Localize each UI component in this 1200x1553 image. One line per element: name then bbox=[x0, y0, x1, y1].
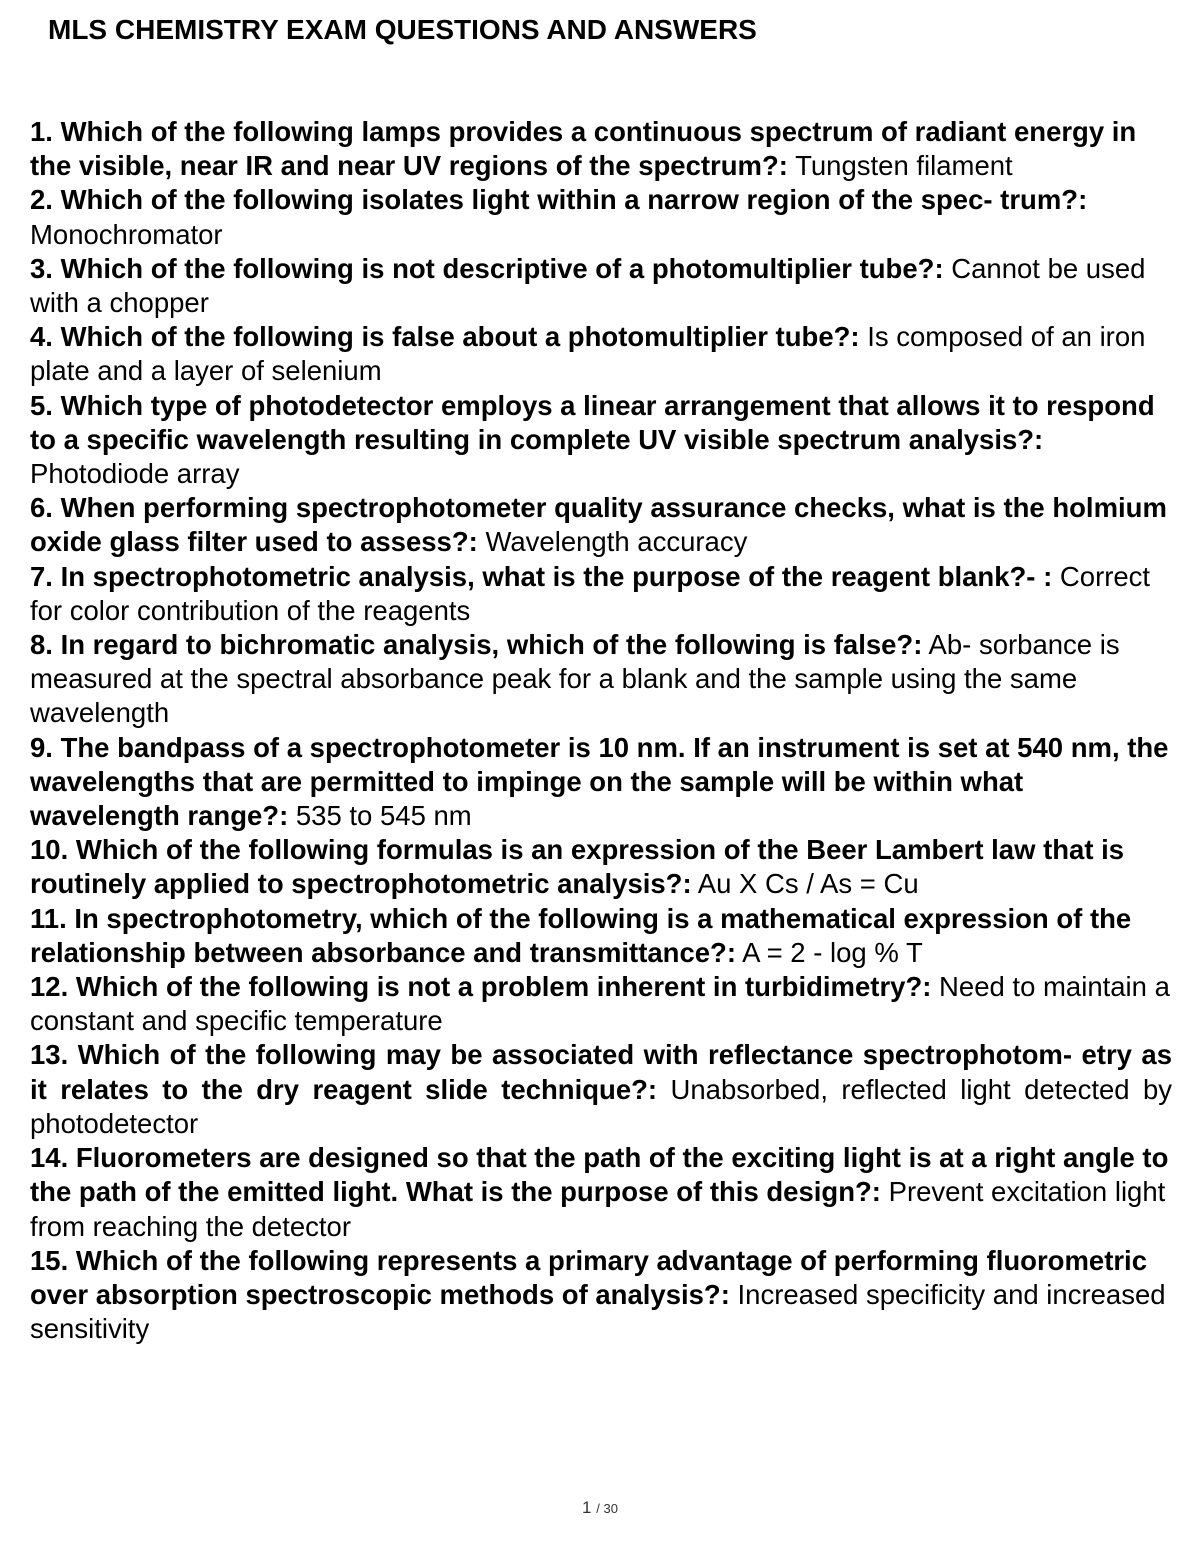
qa-item bbox=[30, 252, 1172, 320]
question-text: 13. Which of the following may be associated with reflectance spectrophotom- etry as it relates to the dry reagent slide technique?: bbox=[30, 1039, 1172, 1105]
total-pages: / 30 bbox=[596, 1501, 618, 1516]
question-text: 12. Which of the following is not a problem inherent in turbidimetry?: bbox=[30, 971, 932, 1003]
answer-text: Prevent excitation light from reaching the detector bbox=[30, 1176, 1166, 1242]
answer-text: Unabsorbed, reflected light detected by photodetector bbox=[30, 1073, 1173, 1139]
question-text: 6. When performing spectrophotometer quality assurance checks, what is the holmium oxide glass filter used to assess?: bbox=[30, 492, 1167, 558]
question-text: 4. Which of the following is false about a photomultiplier tube?: bbox=[30, 321, 860, 353]
qa-item bbox=[30, 970, 1172, 1038]
qa-item bbox=[30, 1244, 1172, 1347]
page-title: MLS CHEMISTRY EXAM QUESTIONS AND ANSWERS bbox=[48, 14, 757, 45]
answer-text: Need to maintain a constant and specific temperature bbox=[30, 971, 1170, 1037]
qa-item bbox=[30, 1038, 1172, 1141]
current-page-number: 1 bbox=[582, 1498, 592, 1517]
question-text: 5. Which type of photodetector employs a linear arrangement that allows it to respond to a specific wavelength resulting in complete UV visible spectrum analysis?: bbox=[30, 389, 1155, 455]
answer-text: Ab- sorbance is measured at the spectral absorbance peak for a blank and the sample using the same wavelength bbox=[30, 629, 1120, 729]
question-text: 14. Fluorometers are designed so that the path of the exciting light is at a right angle to the path of the emitted light. What is the purpose of this design?: bbox=[30, 1142, 1169, 1208]
question-text: 3. Which of the following is not descriptive of a photomultiplier tube?: bbox=[30, 252, 944, 284]
question-list bbox=[30, 115, 1172, 1346]
qa-item bbox=[30, 833, 1172, 901]
answer-text: Wavelength accuracy bbox=[485, 526, 748, 558]
question-text: 7. In spectrophotometric analysis, what is the purpose of the reagent blank?- : bbox=[30, 560, 1053, 592]
qa-item bbox=[30, 628, 1172, 731]
question-text: 11. In spectrophotometry, which of the following is a mathematical expression of the relationship between absorbance and transmittance?: bbox=[30, 902, 1132, 968]
qa-item bbox=[30, 1141, 1172, 1244]
answer-text: Au X Cs / As = Cu bbox=[697, 868, 919, 900]
answer-text: Monochromator bbox=[30, 218, 223, 250]
answer-text: Tungsten filament bbox=[795, 150, 1013, 182]
qa-item bbox=[30, 560, 1172, 628]
answer-text: A = 2 - log % T bbox=[742, 936, 923, 968]
question-text: 8. In regard to bichromatic analysis, which of the following is false?: bbox=[30, 629, 923, 661]
answer-text: Correct for color contribution of the reagents bbox=[30, 560, 1151, 626]
answer-text: Is composed of an iron plate and a layer of selenium bbox=[30, 321, 1146, 387]
qa-item bbox=[30, 183, 1172, 251]
answer-text: Photodiode array bbox=[30, 458, 240, 490]
question-text: 10. Which of the following formulas is an expression of the Beer Lambert law that is routinely applied to spectrophotometric analysis?: bbox=[30, 834, 1125, 900]
qa-item bbox=[30, 902, 1172, 970]
qa-item bbox=[30, 115, 1172, 183]
question-text: 2. Which of the following isolates light within a narrow region of the spec- trum?: bbox=[30, 184, 1088, 216]
question-text: 15. Which of the following represents a primary advantage of performing fluorometric over absorption spectroscopic methods of analysis?: bbox=[30, 1244, 1147, 1310]
qa-item bbox=[30, 389, 1172, 492]
answer-text: Cannot be used with a chopper bbox=[30, 252, 1146, 319]
qa-item bbox=[30, 731, 1172, 834]
qa-item bbox=[30, 320, 1172, 388]
qa-item bbox=[30, 491, 1172, 559]
question-text: 1. Which of the following lamps provides a continuous spectrum of radiant energy in the visible, near IR and near UV regions of the spectrum?: bbox=[30, 116, 1137, 182]
page-indicator bbox=[0, 1498, 1200, 1518]
answer-text: 535 to 545 nm bbox=[295, 800, 472, 832]
answer-text: Increased specificity and increased sensitivity bbox=[30, 1278, 1166, 1345]
question-text: 9. The bandpass of a spectrophotometer is 10 nm. If an instrument is set at 540 nm, the wavelengths that are permitted to impinge on the sample will be within what wavelength range?: bbox=[30, 731, 1169, 832]
